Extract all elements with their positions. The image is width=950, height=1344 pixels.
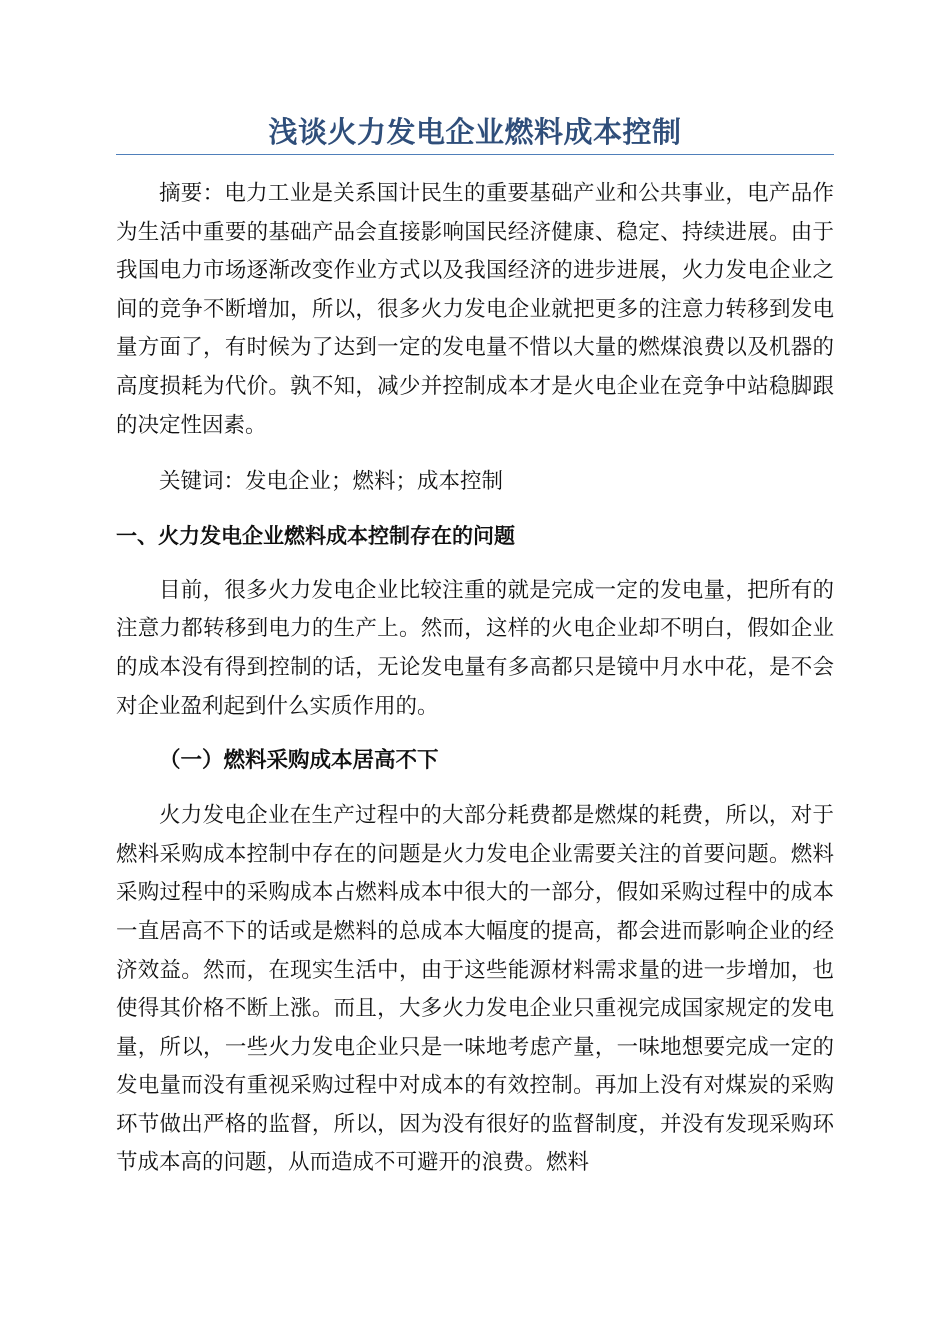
section-heading-1: 一、火力发电企业燃料成本控制存在的问题 xyxy=(116,523,515,548)
document-title: 浅谈火力发电企业燃料成本控制 xyxy=(116,112,834,155)
keywords-line: 关键词：发电企业；燃料；成本控制 xyxy=(159,469,504,495)
abstract-paragraph: 摘要：电力工业是关系国计民生的重要基础产业和公共事业，电产品作为生活中重要的基础产品会直接影响国民经济健康、稳定、持续进展。由于我国电力市场逐渐改变作业方式以及我国经济的进步进展，火力发电企业之间的竞争不断增加，所以，很多火力发电企业就把更多的注意力转移到发电量方面了，有时候为了达到一定的发电量不惜以大量的燃煤浪费以及机器的高度损耗为代价。孰不知，减少并控制成本才是火电企业在竞争中站稳脚跟的决定性因素。 xyxy=(116,181,834,438)
section-1-intro-paragraph: 目前，很多火力发电企业比较注重的就是完成一定的发电量，把所有的注意力都转移到电力的生产上。然而，这样的火电企业却不明白，假如企业的成本没有得到控制的话，无论发电量有多高都只是镜中月水中花，是不会对企业盈利起到什么实质作用的。 xyxy=(116,577,834,719)
subsection-heading-1: （一）燃料采购成本居高不下 xyxy=(159,748,439,774)
subsection-1-body-paragraph: 火力发电企业在生产过程中的大部分耗费都是燃煤的耗费，所以，对于燃料采购成本控制中存在的问题是火力发电企业需要关注的首要问题。燃料采购过程中的采购成本占燃料成本中很大的一部分，假如采购过程中的成本一直居高不下的话或是燃料的总成本大幅度的提高，都会进而影响企业的经济效益。然而，在现实生活中，由于这些能源材料需求量的进一步增加，也使得其价格不断上涨。而且，大多火力发电企业只重视完成国家规定的发电量，所以，一些火力发电企业只是一味地考虑产量，一味地想要完成一定的发电量而没有重视采购过程中对成本的有效控制。再加上没有对煤炭的采购环节做出严格的监督，所以，因为没有很好的监督制度，并没有发现采购环节成本高的问题，从而造成不可避开的浪费。燃料 xyxy=(116,803,834,1176)
